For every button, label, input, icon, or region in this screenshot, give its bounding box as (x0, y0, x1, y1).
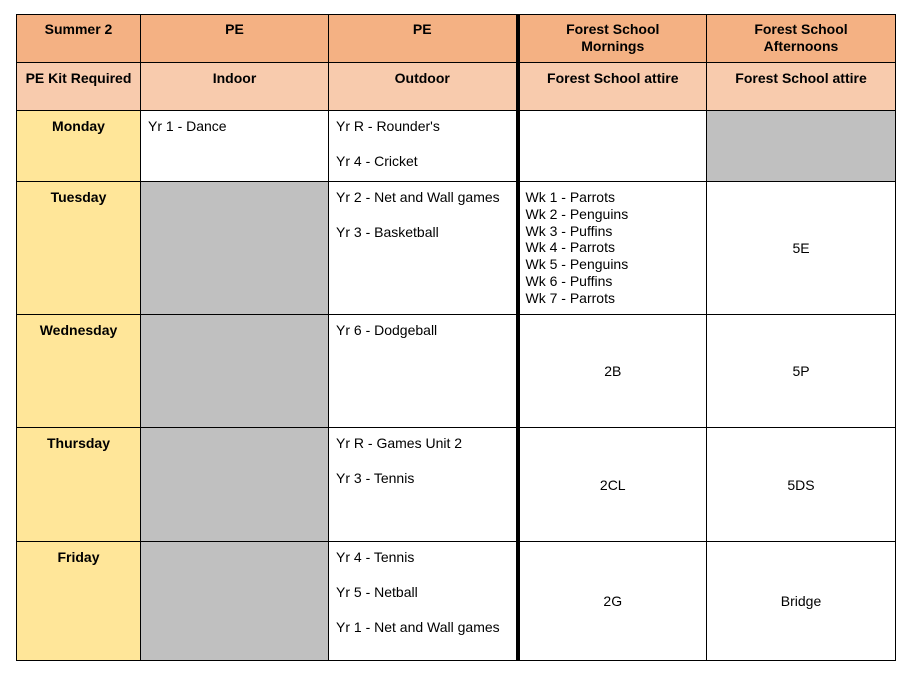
activity: Yr R - Games Unit 2 (336, 435, 463, 451)
week-item: Wk 3 - Puffins (525, 222, 613, 239)
week-item: Wk 2 - Penguins (525, 205, 629, 222)
indoor-subheader: Indoor (141, 63, 329, 111)
wednesday-mornings: 2B (518, 315, 707, 428)
activity: Yr 1 - Dance (148, 118, 227, 134)
fs-mornings-header: Forest School Mornings (518, 15, 707, 63)
thursday-indoor-empty (141, 428, 329, 542)
outdoor-subheader: Outdoor (329, 63, 518, 111)
tuesday-mornings (518, 182, 707, 315)
monday-outdoor (329, 111, 518, 182)
fs-afternoons-header: Forest School Afternoons (707, 15, 896, 63)
tuesday-indoor-empty (141, 182, 329, 315)
monday-row (17, 111, 896, 182)
wednesday-outdoor (329, 315, 518, 428)
pe-outdoor-header: PE (329, 15, 518, 63)
fs-attire-morning-subheader: Forest School attire (518, 63, 707, 111)
activity: Yr 5 - Netball (336, 584, 418, 600)
thursday-row (17, 428, 896, 542)
subheader-row (17, 63, 896, 111)
activity: Yr 4 - Tennis (336, 549, 415, 565)
wednesday-indoor-empty (141, 315, 329, 428)
activity: Yr R - Rounder's (336, 118, 440, 134)
day-label-wednesday: Wednesday (17, 315, 141, 428)
activity: Yr 6 - Dodgeball (336, 322, 438, 338)
week-item: Wk 1 - Parrots (525, 189, 615, 205)
day-label-thursday: Thursday (17, 428, 141, 542)
tuesday-afternoons: 5E (707, 182, 896, 315)
friday-outdoor (329, 542, 518, 661)
friday-afternoons: Bridge (707, 542, 896, 661)
monday-mornings (518, 111, 707, 182)
pe-indoor-header: PE (141, 15, 329, 63)
tuesday-outdoor (329, 182, 518, 315)
activity: Yr 3 - Basketball (336, 224, 439, 240)
activity: Yr 3 - Tennis (336, 470, 415, 486)
week-item: Wk 4 - Parrots (525, 239, 615, 256)
activity: Yr 2 - Net and Wall games (336, 189, 500, 205)
tuesday-row (17, 182, 896, 315)
thursday-outdoor (329, 428, 518, 542)
kit-subheader: PE Kit Required (17, 63, 141, 111)
day-label-tuesday: Tuesday (17, 182, 141, 315)
header-row (17, 15, 896, 63)
friday-mornings: 2G (518, 542, 707, 661)
term-header: Summer 2 (17, 15, 141, 63)
thursday-mornings: 2CL (518, 428, 707, 542)
fs-attire-afternoon-subheader: Forest School attire (707, 63, 896, 111)
week-item: Wk 5 - Penguins (525, 256, 629, 273)
day-label-monday: Monday (17, 111, 141, 182)
thursday-afternoons: 5DS (707, 428, 896, 542)
monday-afternoons-empty (707, 111, 896, 182)
monday-indoor (141, 111, 329, 182)
day-label-friday: Friday (17, 542, 141, 661)
pe-timetable (16, 14, 896, 661)
week-item: Wk 7 - Parrots (525, 289, 615, 306)
week-item: Wk 6 - Puffins (525, 272, 613, 289)
wednesday-row (17, 315, 896, 428)
friday-row (17, 542, 896, 661)
friday-indoor-empty (141, 542, 329, 661)
activity: Yr 4 - Cricket (336, 153, 418, 169)
wednesday-afternoons: 5P (707, 315, 896, 428)
activity: Yr 1 - Net and Wall games (336, 619, 500, 635)
